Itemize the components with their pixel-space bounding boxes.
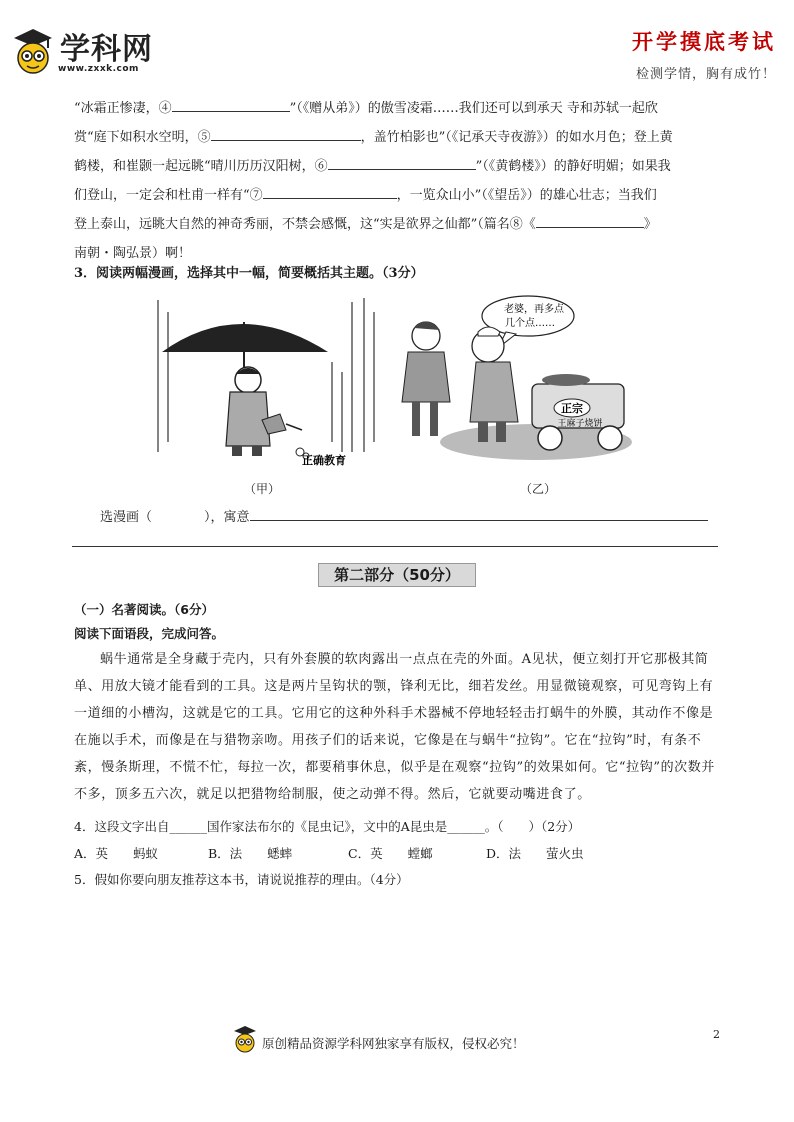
cartoon-choice-blank[interactable] [152, 506, 204, 521]
text-segment: 登上泰山，远眺大自然的神奇秀丽，不禁会感慨，这“实是欲界之仙都”（篇名⑧《 [74, 217, 536, 232]
poetry-line [74, 123, 724, 152]
page-footer [232, 1024, 562, 1058]
answer-blank-5[interactable] [211, 126, 361, 141]
text-segment: 们登山，一定会和杜甫一样有“⑦ [74, 188, 263, 203]
page-number: 2 [713, 1028, 720, 1041]
text-segment: 赏“庭下如积水空明，⑤ [74, 130, 211, 145]
question-4: 4．这段文字出自______国作家法布尔的《昆虫记》，文中的A昆虫是______。（ ）（2分） [74, 819, 581, 834]
question-5: 5．假如你要向朋友推荐这本书，请说说推荐的理由。（4分） [74, 872, 409, 887]
text-segment: 选漫画（ [100, 510, 153, 525]
cartoon-a-label: 正确教育 [302, 454, 346, 466]
caption-jia: （甲） [244, 482, 281, 496]
speech-bubble-line-2: 几个点…… [505, 318, 555, 329]
poetry-paragraph [74, 94, 724, 268]
reading-passage: 蜗牛通常是全身藏于壳内，只有外套膜的软肉露出一点点在壳的外面。A见状，便立刻打开它那极其简单、用放大镜才能看到的工具。这是两片呈钩状的颚，锋利无比，细若发丝。用显微镜观察，可见弯钩上有一道细的小槽沟，这就是它的工具。它用它的这种外科手术器械不停地轻轻击打蜗牛的外膜，其动作不像是在施以手术，而像是在与猎物亲吻。用孩子们的话来说，它像是在与蜗牛“拉钩”。它在“拉钩”时，有条不紊，慢条斯理，不慌不忙，每拉一次，都要稍事休息，似乎是在观察“拉钩”的效果如何。它“拉钩”的次数并不多，顶多五六次，就足以把猎物给制服，使之动弹不得。然后，它就要动嘴进食了。 [74, 652, 715, 802]
text-segment: ，盖竹柏影也”（《记承天寺夜游》）的如水月色；登上黄 [360, 130, 673, 145]
text-segment: ，一览众山小”（《望岳》）的雄心壮志；当我们 [396, 188, 657, 203]
poetry-line [74, 210, 724, 239]
cartoon-jia [152, 292, 384, 466]
question-3-title: 3．阅读两幅漫画，选择其中一幅，简要概括其主题。（3分） [74, 266, 424, 281]
logo-url: www.zxxk.com [58, 64, 139, 74]
option-b[interactable]: B．法 蟋蟀 [208, 846, 293, 861]
cartoon-yi [386, 292, 638, 464]
answer-blank-7[interactable] [263, 184, 397, 199]
text-segment: 鹤楼，和崔颢一起远眺“晴川历历汉阳树，⑥ [74, 159, 328, 174]
exam-header [632, 26, 776, 82]
answer-blank-6[interactable] [328, 155, 476, 170]
site-logo [10, 22, 170, 78]
exam-title: 开学摸底考试 [632, 29, 776, 54]
mascot-icon [232, 1024, 258, 1054]
text-segment: 》 [643, 217, 657, 232]
option-c[interactable]: C．英 螳螂 [348, 846, 433, 861]
section-1-title: （一）名著阅读。（6分） [74, 602, 214, 617]
answer-blank-4[interactable] [172, 97, 290, 112]
text-segment: ），寓意 [204, 510, 250, 525]
poetry-line [74, 152, 724, 181]
mascot-icon [10, 26, 56, 76]
cartoon-answer-line [100, 506, 720, 525]
reading-instruction: 阅读下面语段，完成问答。 [74, 626, 225, 641]
answer-blank-8[interactable] [536, 213, 644, 228]
poetry-line [74, 94, 724, 123]
poetry-line: 南朝・陶弘景）啊！ [74, 246, 192, 261]
text-segment: ”（《赠从弟》）的傲雪凌霜……我们还可以到承天 寺和苏轼一起欣 [289, 101, 658, 116]
logo-text: 学科网 [60, 32, 153, 67]
meaning-blank[interactable] [250, 506, 708, 521]
exam-subtitle: 检测学情，胸有成竹！ [635, 67, 776, 82]
text-segment: ”（《黄鹤楼》）的静好明媚；如果我 [475, 159, 671, 174]
part-two-title: 第二部分（50分） [318, 563, 476, 587]
cart-sign-1: 正宗 [561, 402, 583, 415]
section-divider [72, 546, 718, 547]
caption-yi: （乙） [520, 482, 557, 496]
option-d[interactable]: D．法 萤火虫 [486, 846, 584, 861]
cart-sign-2: 王麻子烧饼 [557, 419, 603, 429]
option-a[interactable]: A．英 蚂蚁 [74, 846, 159, 861]
copyright-notice: 原创精品资源学科网独家享有版权，侵权必究！ [262, 1036, 525, 1051]
text-segment: “冰霜正惨凄，④ [74, 101, 172, 116]
poetry-line [74, 181, 724, 210]
speech-bubble-line-1: 老婆，再多点 [504, 304, 564, 315]
